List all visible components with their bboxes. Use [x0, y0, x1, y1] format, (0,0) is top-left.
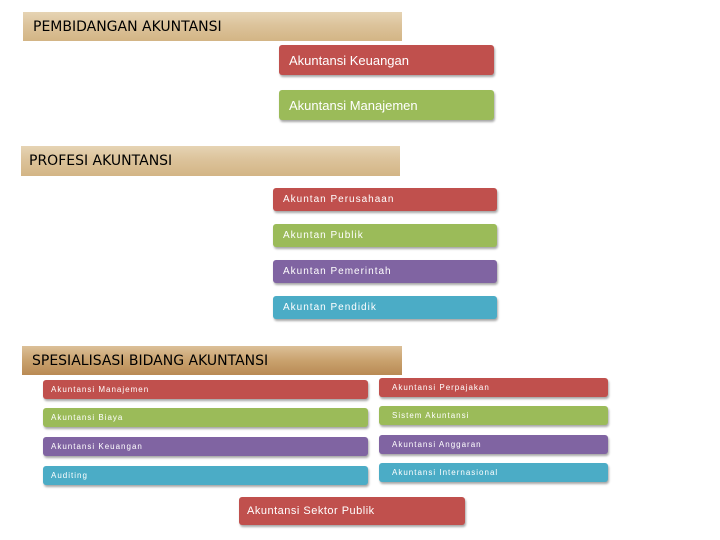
box-akuntansi-keuangan-spesialisasi: Akuntansi Keuangan	[43, 437, 368, 456]
section-title-profesi: PROFESI AKUNTANSI	[21, 146, 400, 176]
section-title-spesialisasi: SPESIALISASI BIDANG AKUNTANSI	[22, 346, 402, 375]
box-akuntansi-keuangan: Akuntansi Keuangan	[279, 45, 494, 75]
box-akuntansi-anggaran: Akuntansi Anggaran	[379, 435, 608, 454]
box-akuntan-perusahaan: Akuntan Perusahaan	[273, 188, 497, 211]
box-akuntan-publik: Akuntan Publik	[273, 224, 497, 247]
box-sistem-akuntansi: Sistem Akuntansi	[379, 406, 608, 425]
box-akuntansi-manajemen-spesialisasi: Akuntansi Manajemen	[43, 380, 368, 399]
box-akuntansi-sektor-publik: Akuntansi Sektor Publik	[239, 497, 465, 525]
box-akuntansi-internasional: Akuntansi Internasional	[379, 463, 608, 482]
box-auditing: Auditing	[43, 466, 368, 485]
section-title-pembidangan: PEMBIDANGAN AKUNTANSI	[23, 12, 402, 41]
box-akuntansi-manajemen: Akuntansi Manajemen	[279, 90, 494, 120]
box-akuntansi-biaya: Akuntansi Biaya	[43, 408, 368, 427]
box-akuntan-pendidik: Akuntan Pendidik	[273, 296, 497, 319]
box-akuntansi-perpajakan: Akuntansi Perpajakan	[379, 378, 608, 397]
box-akuntan-pemerintah: Akuntan Pemerintah	[273, 260, 497, 283]
